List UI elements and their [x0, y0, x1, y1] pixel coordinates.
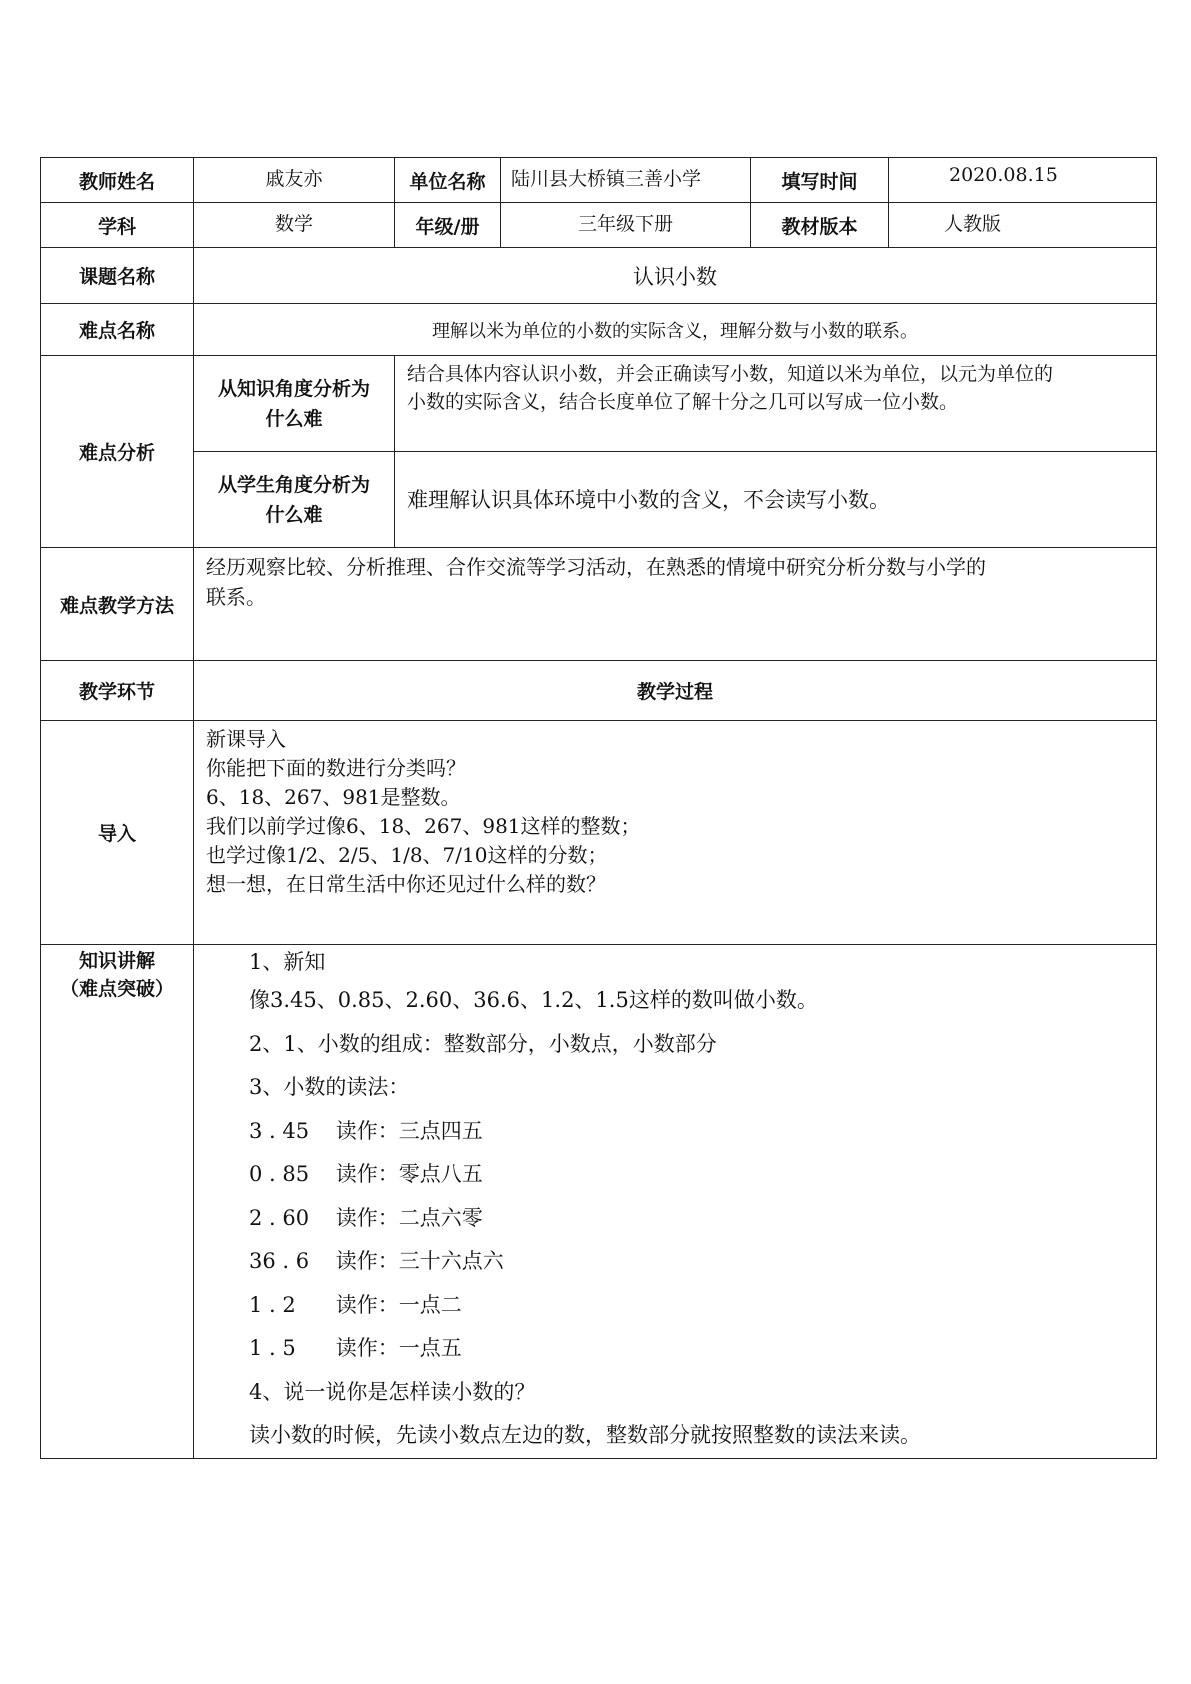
knowledge-line: 读小数的时候，先读小数点左边的数，整数部分就按照整数的读法来读。 — [249, 1423, 921, 1447]
student-angle-label-line-1: 从学生角度分析为 — [217, 473, 370, 496]
knowledge-line: 0 . 85 读作：零点八五 — [249, 1162, 483, 1186]
lesson-plan-page — [40, 157, 1156, 1521]
knowledge-line: 3 . 45 读作：三点四五 — [249, 1118, 483, 1143]
method-row — [41, 548, 1157, 661]
knowledge-angle-text-line-1: 结合具体内容认识小数，并会正确读写小数，知道以米为单位，以元为单位的 — [407, 363, 1054, 385]
knowledge-row — [41, 945, 1157, 1459]
subject-value: 数学 — [194, 203, 395, 248]
method-text-line-2: 联系。 — [206, 585, 266, 609]
edition-value: 人教版 — [889, 203, 1157, 248]
knowledge-line: 2、1、小数的组成：整数部分，小数点，小数部分 — [249, 1031, 717, 1056]
knowledge-line: 1 . 5 读作：一点五 — [249, 1336, 462, 1360]
student-angle-text: 难理解认识具体环境中小数的含义，不会读写小数。 — [395, 452, 1157, 548]
knowledge-line: 2 . 60 读作：二点六零 — [249, 1205, 483, 1230]
topic-value: 认识小数 — [194, 248, 1157, 304]
analysis-student-row — [41, 452, 1157, 548]
fill-date-label: 填写时间 — [751, 158, 889, 203]
lesson-plan-table — [40, 157, 1157, 1459]
subject-label: 学科 — [41, 203, 194, 248]
intro-line: 也学过像1/2、2/5、1/8、7/10这样的分数； — [206, 843, 608, 867]
knowledge-angle-text-line-2: 小数的实际含义，结合长度单位了解十分之几可以写成一位小数。 — [407, 391, 959, 413]
teaching-stage-label: 教学环节 — [41, 661, 194, 721]
unit-name-value: 陆川县大桥镇三善小学 — [501, 158, 751, 203]
process-header-row — [41, 661, 1157, 721]
teacher-name-label: 教师姓名 — [41, 158, 194, 203]
knowledge-line: 4、说一说你是怎样读小数的？ — [249, 1379, 536, 1404]
grade-value: 三年级下册 — [501, 203, 751, 248]
knowledge-line: 1 . 2 读作：一点二 — [249, 1292, 462, 1317]
knowledge-content — [194, 945, 1157, 1459]
knowledge-angle-text — [395, 356, 1157, 452]
knowledge-angle-label — [194, 356, 395, 452]
unit-name-label: 单位名称 — [395, 158, 501, 203]
intro-line: 6、18、267、981是整数。 — [206, 785, 461, 809]
knowledge-label-line-2: （难点突破） — [59, 978, 174, 1000]
knowledge-line: 1、新知 — [249, 950, 326, 974]
student-angle-label — [194, 452, 395, 548]
topic-label: 课题名称 — [41, 248, 194, 304]
header-row-1 — [41, 158, 1157, 203]
intro-line: 想一想，在日常生活中你还见过什么样的数？ — [206, 872, 606, 896]
intro-label: 导入 — [41, 721, 194, 945]
analysis-knowledge-row — [41, 356, 1157, 452]
knowledge-angle-label-line-1: 从知识角度分析为 — [217, 377, 370, 400]
method-text — [194, 548, 1157, 661]
fill-date-value: 2020.08.15 — [889, 158, 1157, 203]
intro-line: 你能把下面的数进行分类吗？ — [206, 756, 466, 780]
intro-line: 我们以前学过像6、18、267、981这样的整数； — [206, 814, 641, 838]
grade-label: 年级/册 — [395, 203, 501, 248]
method-text-line-1: 经历观察比较、分析推理、合作交流等学习活动，在熟悉的情境中研究分析分数与小学的 — [206, 555, 986, 579]
knowledge-line: 36 . 6 读作：三十六点六 — [249, 1249, 504, 1273]
knowledge-line: 像3.45、0.85、2.60、36.6、1.2、1.5这样的数叫做小数。 — [249, 988, 818, 1012]
intro-content — [194, 721, 1157, 945]
difficulty-row — [41, 304, 1157, 356]
analysis-label: 难点分析 — [41, 356, 194, 548]
intro-line: 新课导入 — [206, 727, 286, 751]
header-row-2 — [41, 203, 1157, 248]
difficulty-label: 难点名称 — [41, 304, 194, 356]
knowledge-angle-label-line-2: 什么难 — [265, 407, 323, 430]
knowledge-label-line-1: 知识讲解 — [78, 950, 155, 972]
teacher-name-value: 戚友亦 — [194, 158, 395, 203]
teaching-process-label: 教学过程 — [194, 661, 1157, 721]
knowledge-line: 3、小数的读法： — [249, 1075, 410, 1099]
student-angle-label-line-2: 什么难 — [265, 503, 323, 526]
intro-row — [41, 721, 1157, 945]
method-label: 难点教学方法 — [41, 548, 194, 661]
topic-row — [41, 248, 1157, 304]
knowledge-label — [41, 945, 194, 1459]
edition-label: 教材版本 — [751, 203, 889, 248]
difficulty-value: 理解以米为单位的小数的实际含义，理解分数与小数的联系。 — [194, 304, 1157, 356]
